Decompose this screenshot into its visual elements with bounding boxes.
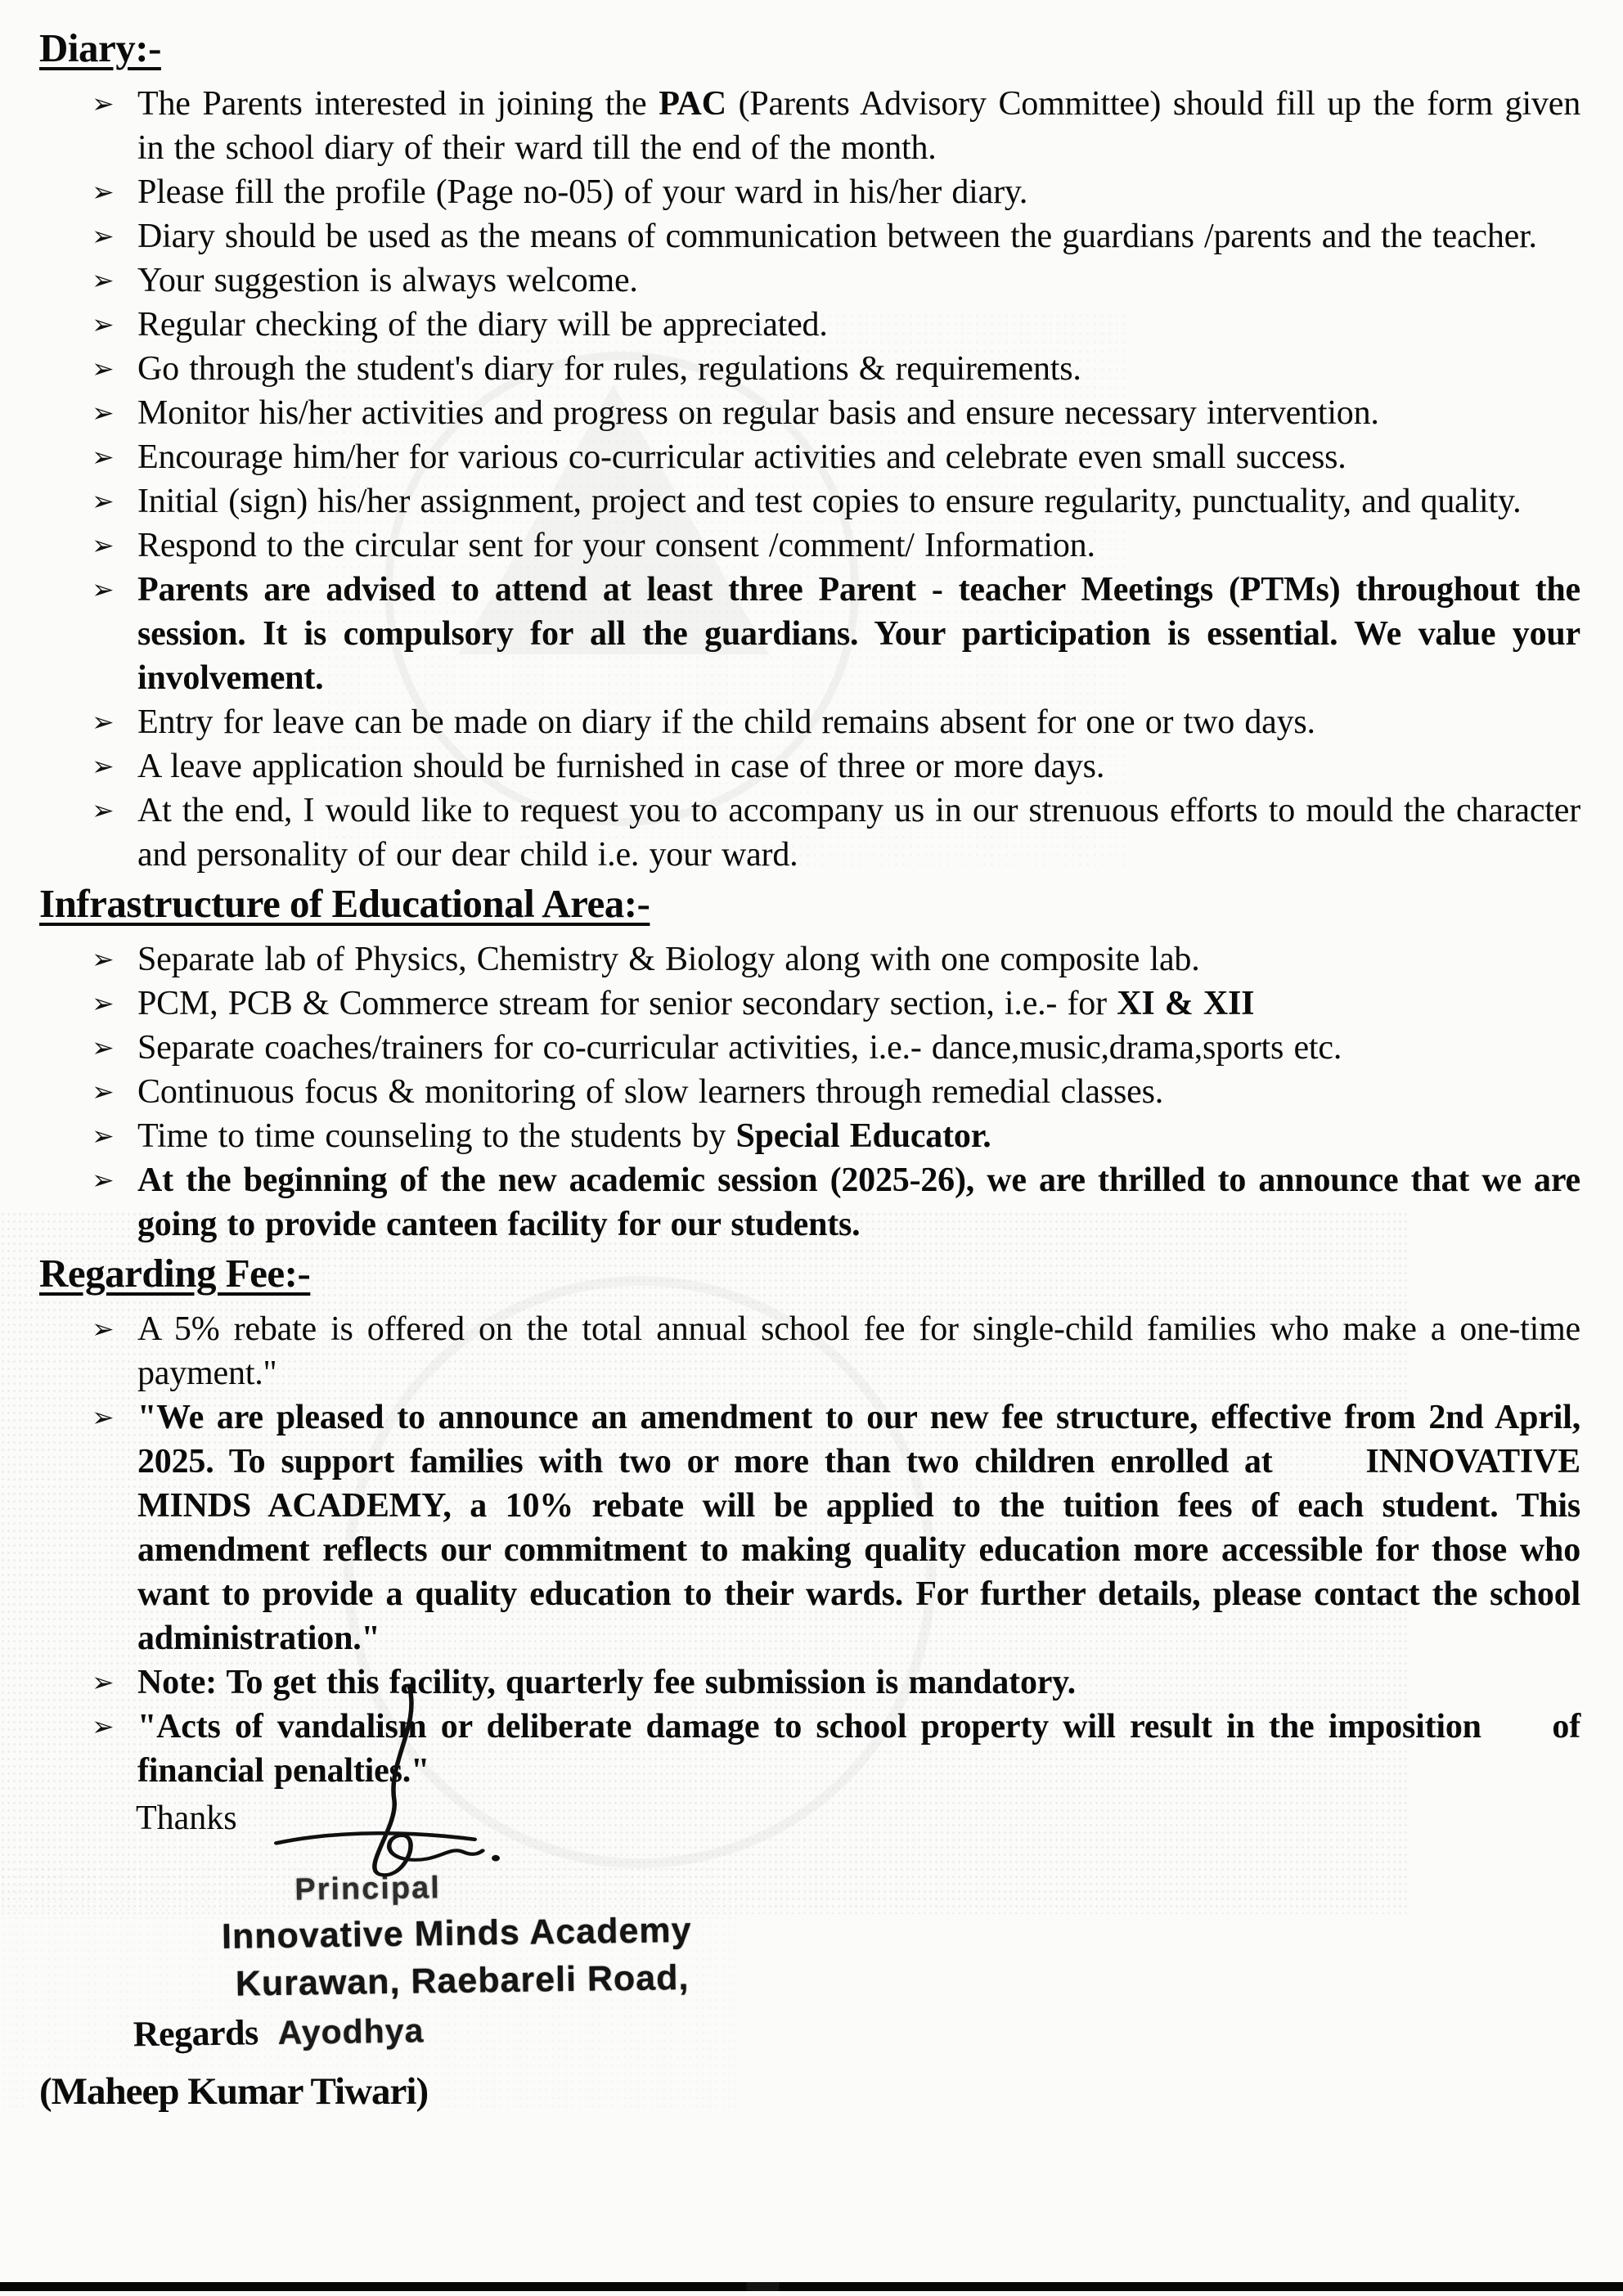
stamp-school-name: Innovative Minds Academy: [221, 1910, 692, 1957]
arrow-bullet-icon: ➢: [92, 353, 115, 384]
arrow-bullet-icon: ➢: [92, 794, 115, 826]
list-item-text: Initial (sign) his/her assignment, project and test copies to ensure regularity, punctuality, and quality.: [137, 483, 1522, 520]
list-item-text: Respond to the circular sent for your consent /comment/ Information.: [137, 527, 1095, 564]
arrow-bullet-icon: ➢: [92, 1164, 115, 1196]
list-item: [92, 1395, 1580, 1660]
list-item: [92, 82, 1580, 170]
document-body: [39, 25, 1580, 2115]
stamp-city: Ayodhya: [277, 2011, 425, 2051]
arrow-bullet-icon: ➢: [92, 176, 115, 208]
list-item: [92, 258, 1580, 303]
section-heading-diary: Diary:-: [39, 25, 161, 70]
list-item: [92, 982, 1580, 1026]
arrow-bullet-icon: ➢: [92, 1666, 115, 1698]
list-item: [92, 937, 1580, 982]
list-item: [92, 1307, 1580, 1395]
list-item: [92, 744, 1580, 789]
list-item: [92, 1158, 1580, 1247]
section-infrastructure: [39, 880, 1580, 1247]
arrow-bullet-icon: ➢: [92, 987, 115, 1019]
list-item: [92, 347, 1580, 391]
list-item-text: A 5% rebate is offered on the total annual school fee for single-child families who make a one-time payment.": [137, 1310, 1580, 1392]
arrow-bullet-icon: ➢: [92, 1710, 115, 1742]
list-item-text: Note: To get this facility, quarterly fee submission is mandatory.: [137, 1664, 1076, 1701]
stamp-title: Principal: [294, 1871, 442, 1907]
arrow-bullet-icon: ➢: [92, 485, 115, 517]
arrow-bullet-icon: ➢: [92, 573, 115, 605]
list-item: [92, 1070, 1580, 1114]
list-item: [92, 170, 1580, 214]
arrow-bullet-icon: ➢: [92, 1031, 115, 1063]
section-diary: [39, 25, 1580, 877]
stamp-address: Kurawan, Raebareli Road,: [235, 1957, 690, 2004]
section-heading-infrastructure: Infrastructure of Educational Area:-: [39, 881, 650, 926]
arrow-bullet-icon: ➢: [92, 529, 115, 561]
list-item-text: Continuous focus & monitoring of slow learners through remedial classes.: [137, 1073, 1164, 1111]
arrow-bullet-icon: ➢: [92, 706, 115, 738]
bullet-list-diary: [92, 82, 1580, 877]
list-item: [92, 214, 1580, 258]
list-item: [92, 700, 1580, 744]
arrow-bullet-icon: ➢: [92, 308, 115, 340]
list-item-text: Encourage him/her for various co-curricular activities and celebrate even small success.: [137, 438, 1347, 476]
bullet-list-infrastructure: [92, 937, 1580, 1247]
list-item: [92, 435, 1580, 479]
list-item: [92, 1114, 1580, 1158]
list-item-text: Parents are advised to attend at least three Parent - teacher Meetings (PTMs) throughout the session. It is compulsory for all the guardians. Your participation is essential. We value your involvement.: [137, 571, 1580, 697]
list-item: [92, 391, 1580, 435]
regards-text: Regards: [133, 2012, 259, 2055]
arrow-bullet-icon: ➢: [92, 1313, 115, 1345]
arrow-bullet-icon: ➢: [92, 264, 115, 296]
arrow-bullet-icon: ➢: [92, 88, 115, 119]
section-heading-fee: Regarding Fee:-: [39, 1251, 311, 1296]
page-bottom-rule: [0, 2282, 1623, 2291]
list-item-text: PCM, PCB & Commerce stream for senior secondary section, i.e.- for XI & XII: [137, 985, 1255, 1022]
list-item-text: Entry for leave can be made on diary if the child remains absent for one or two days.: [137, 703, 1315, 741]
list-item-text: "We are pleased to announce an amendment to our new fee structure, effective from 2nd April, 2025. To support families with two or more than two children enrolled at INNOVATIVE MINDS ACADEMY, a 10% rebate will be applied to the tuition fees of each student. This amendment reflects our commitment to making quality education more accessible for those who want to provide a quality education to their wards. For further details, please contact the school administration.": [137, 1399, 1580, 1657]
arrow-bullet-icon: ➢: [92, 220, 115, 252]
handwritten-signature: [219, 1682, 530, 1894]
list-item-text: Separate coaches/trainers for co-curricular activities, i.e.- dance,music,drama,sports etc.: [137, 1029, 1342, 1067]
arrow-bullet-icon: ➢: [92, 1120, 115, 1152]
list-item: [92, 789, 1580, 877]
list-item: [92, 1026, 1580, 1070]
arrow-bullet-icon: ➢: [92, 1401, 115, 1433]
list-item-text: Regular checking of the diary will be appreciated.: [137, 306, 828, 344]
arrow-bullet-icon: ➢: [92, 397, 115, 429]
list-item: [92, 479, 1580, 523]
list-item-text: At the end, I would like to request you to accompany us in our strenuous efforts to mould the character and personality of our dear child i.e. your ward.: [137, 792, 1580, 874]
arrow-bullet-icon: ➢: [92, 1076, 115, 1108]
list-item-text: The Parents interested in joining the PAC (Parents Advisory Committee) should fill up the form given in the school diary of their ward till the end of the month.: [137, 85, 1580, 167]
list-item-text: A leave application should be furnished in case of three or more days.: [137, 748, 1105, 785]
list-item-text: Please fill the profile (Page no-05) of your ward in his/her diary.: [137, 173, 1028, 211]
list-item-text: Go through the student's diary for rules, regulations & requirements.: [137, 350, 1081, 388]
list-item-text: Separate lab of Physics, Chemistry & Biology along with one composite lab.: [137, 941, 1200, 978]
list-item-text: Time to time counseling to the students by Special Educator.: [137, 1117, 991, 1155]
list-item: [92, 523, 1580, 568]
list-item: [92, 303, 1580, 347]
list-item-text: Diary should be used as the means of communication between the guardians /parents and the teacher.: [137, 218, 1537, 255]
signatory-name: (Maheep Kumar Tiwari): [39, 2070, 429, 2113]
arrow-bullet-icon: ➢: [92, 943, 115, 975]
list-item-text: Monitor his/her activities and progress on regular basis and ensure necessary intervention.: [137, 394, 1379, 432]
list-item-text: At the beginning of the new academic session (2025-26), we are thrilled to announce that we are going to provide canteen facility for our students.: [137, 1161, 1580, 1243]
arrow-bullet-icon: ➢: [92, 750, 115, 782]
arrow-bullet-icon: ➢: [92, 441, 115, 473]
list-item-text: Your suggestion is always welcome.: [137, 262, 638, 299]
thanks-text: Thanks: [136, 1800, 237, 1837]
list-item: [92, 568, 1580, 700]
list-item-text: "Acts of vandalism or deliberate damage to school property will result in the imposition of financial penalties.": [137, 1708, 1580, 1790]
closing-block: [39, 1796, 1580, 2115]
